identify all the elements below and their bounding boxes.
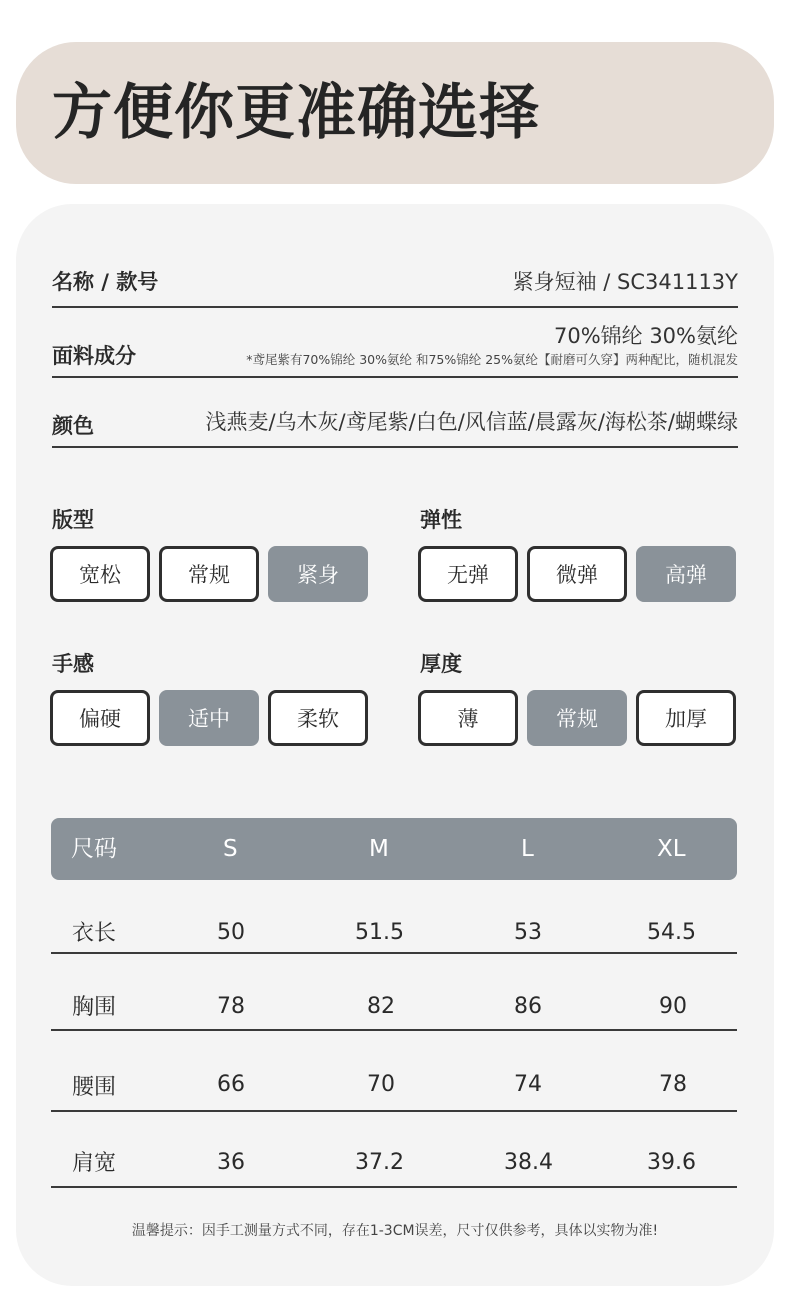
- color-value: 浅燕麦/乌木灰/鸢尾紫/白色/风信蓝/晨露灰/海松茶/蝴蝶绿: [205, 410, 738, 434]
- cell-s: 66: [217, 1072, 245, 1097]
- fabric-value: 70%锦纶 30%氨纶: [553, 324, 738, 348]
- cell-l: 38.4: [504, 1150, 553, 1175]
- row-label: 腰围: [72, 1075, 117, 1100]
- info-row-fabric: [52, 308, 738, 378]
- size-header-s: S: [223, 836, 238, 862]
- info-row-name: [52, 260, 738, 308]
- cell-m: 37.2: [355, 1150, 404, 1175]
- cell-xl: 39.6: [647, 1150, 696, 1175]
- banner-title: 方便你更准确选择: [52, 78, 540, 148]
- elasticity-option-slight[interactable]: 微弹: [527, 546, 627, 602]
- cell-l: 74: [514, 1072, 542, 1097]
- feel-option-soft[interactable]: 柔软: [268, 690, 368, 746]
- row-label: 衣长: [72, 921, 117, 946]
- cell-m: 51.5: [355, 920, 404, 945]
- cell-s: 36: [217, 1150, 245, 1175]
- cell-xl: 90: [659, 994, 687, 1019]
- cell-m: 70: [367, 1072, 395, 1097]
- table-row: [51, 884, 737, 954]
- thickness-option-thin[interactable]: 薄: [418, 690, 518, 746]
- name-label: 名称 / 款号: [52, 270, 159, 294]
- feel-option-firm[interactable]: 偏硬: [50, 690, 150, 746]
- table-row: [51, 1031, 737, 1112]
- spec-card: [16, 204, 774, 1286]
- cell-s: 78: [217, 994, 245, 1019]
- fit-title: 版型: [52, 508, 94, 532]
- elasticity-option-high[interactable]: 高弹: [636, 546, 736, 602]
- feel-title: 手感: [52, 652, 94, 676]
- thickness-option-thick[interactable]: 加厚: [636, 690, 736, 746]
- elasticity-title: 弹性: [420, 508, 462, 532]
- fit-option-regular[interactable]: 常规: [159, 546, 259, 602]
- measurement-footnote: 温馨提示：因手工测量方式不同，存在1-3CM误差，尺寸仅供参考，具体以实物为准!: [131, 1223, 659, 1239]
- cell-xl: 78: [659, 1072, 687, 1097]
- size-header-m: M: [369, 836, 389, 862]
- cell-l: 53: [514, 920, 542, 945]
- fabric-note: *鸢尾紫有70%锦纶 30%氨纶 和75%锦纶 25%氨纶【耐磨可久穿】两种配比，随机混发: [246, 352, 738, 367]
- fit-option-tight[interactable]: 紧身: [268, 546, 368, 602]
- thickness-title: 厚度: [420, 652, 462, 676]
- info-row-color: [52, 378, 738, 448]
- thickness-option-regular[interactable]: 常规: [527, 690, 627, 746]
- cell-xl: 54.5: [647, 920, 696, 945]
- fabric-label: 面料成分: [52, 344, 136, 368]
- table-row: [51, 954, 737, 1031]
- size-header-l: L: [521, 836, 534, 862]
- cell-s: 50: [217, 920, 245, 945]
- size-header-label: 尺码: [71, 836, 117, 862]
- cell-l: 86: [514, 994, 542, 1019]
- color-label: 颜色: [52, 414, 94, 438]
- elasticity-option-none[interactable]: 无弹: [418, 546, 518, 602]
- cell-m: 82: [367, 994, 395, 1019]
- row-label: 胸围: [72, 995, 117, 1020]
- size-header-xl: XL: [657, 836, 686, 862]
- size-table-header: [51, 818, 737, 880]
- feel-option-medium[interactable]: 适中: [159, 690, 259, 746]
- name-value: 紧身短袖 / SC341113Y: [512, 270, 738, 294]
- row-label: 肩宽: [72, 1151, 117, 1176]
- table-row: [51, 1112, 737, 1188]
- fit-option-loose[interactable]: 宽松: [50, 546, 150, 602]
- header-banner: [16, 42, 774, 184]
